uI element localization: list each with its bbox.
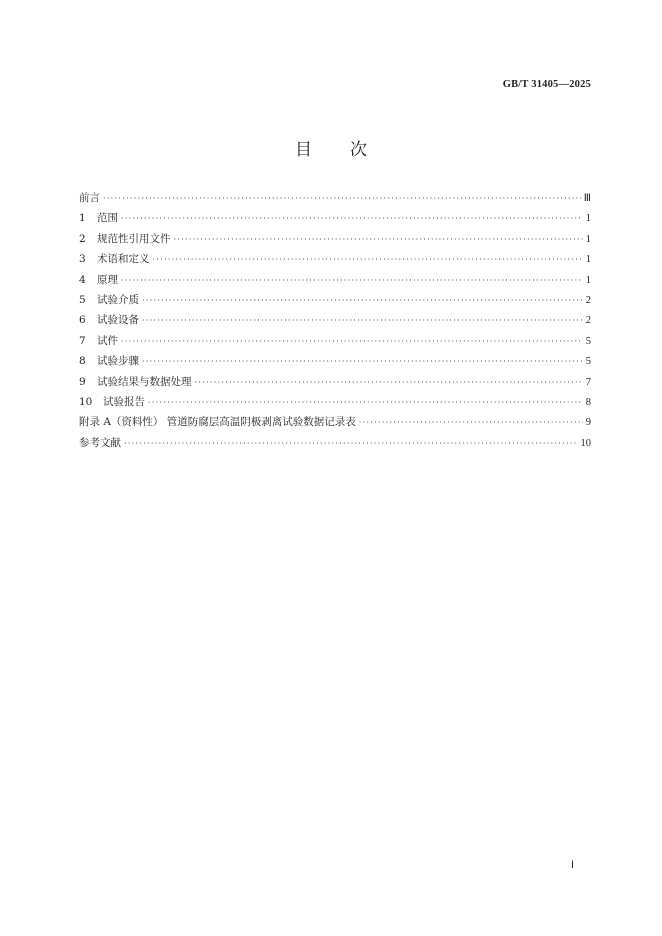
dot-leader	[124, 437, 578, 450]
toc-entry-label[interactable]: 原理	[97, 273, 118, 286]
toc-entry-label[interactable]: 规范性引用文件	[97, 232, 171, 245]
toc-entry-2[interactable]	[79, 233, 591, 253]
dot-leader	[148, 396, 583, 409]
toc-entry-number: 10	[79, 395, 93, 408]
dot-leader	[121, 274, 583, 287]
dot-leader	[121, 335, 583, 348]
toc-entry-number: 4	[79, 273, 86, 286]
toc-entry-number: 5	[79, 293, 86, 306]
toc-entry-page: 1	[585, 213, 591, 225]
toc-entry-page: 1	[585, 254, 591, 266]
toc-entry-page: 2	[585, 315, 591, 327]
toc-entry-label[interactable]: 试验报告	[103, 395, 145, 408]
toc-entry-9[interactable]	[79, 376, 591, 396]
toc-entry-label[interactable]: 试验结果与数据处理	[97, 375, 192, 388]
toc-entry-page: Ⅲ	[583, 193, 591, 204]
toc-title-char-2: 次	[350, 140, 367, 160]
toc-entry-label[interactable]: 参考文献	[79, 436, 121, 449]
toc-entry-number: 7	[79, 334, 86, 347]
dot-leader	[142, 355, 583, 368]
toc-entry-page: 5	[585, 335, 591, 347]
dot-leader	[142, 294, 583, 307]
toc-entry-page: 9	[585, 417, 591, 429]
dot-leader	[359, 416, 583, 429]
dot-leader	[103, 192, 581, 205]
toc-entry-page: 10	[580, 437, 591, 449]
toc-entry-number: 2	[79, 232, 86, 245]
toc-title	[0, 135, 662, 160]
dot-leader	[121, 212, 583, 225]
toc-entry-number: 8	[79, 355, 86, 368]
toc-entry-label[interactable]: 附录 A（资料性） 管道防腐层高温阴极剥离试验数据记录表	[79, 416, 356, 429]
toc-entry-label[interactable]: 术语和定义	[97, 253, 150, 266]
toc-entry-number: 3	[79, 253, 86, 266]
toc-entry-foreword[interactable]	[79, 192, 591, 212]
toc-entry-page: 8	[585, 396, 591, 408]
toc-entry-6[interactable]	[79, 314, 591, 334]
page-folio: Ⅰ	[571, 860, 574, 871]
toc-entry-4[interactable]	[79, 274, 591, 294]
toc-entry-label[interactable]: 试验介质	[97, 293, 139, 306]
toc-entry-label[interactable]: 试件	[97, 334, 118, 347]
toc-entry-label[interactable]: 试验设备	[97, 314, 139, 327]
dot-leader	[195, 376, 583, 389]
dot-leader	[174, 233, 583, 246]
toc-list	[79, 192, 591, 457]
toc-entry-page: 1	[585, 233, 591, 245]
dot-leader	[142, 314, 583, 327]
toc-entry-number: 1	[79, 212, 86, 225]
toc-entry-page: 2	[585, 294, 591, 306]
toc-entry-label[interactable]: 试验步骤	[97, 355, 139, 368]
toc-entry-bibliography[interactable]	[79, 437, 591, 457]
toc-entry-8[interactable]	[79, 355, 591, 375]
toc-entry-page: 1	[585, 274, 591, 286]
toc-entry-label[interactable]: 范围	[97, 212, 118, 225]
toc-entry-10[interactable]	[79, 396, 591, 416]
toc-entry-label[interactable]: 前言	[79, 192, 100, 204]
toc-entry-annex-a[interactable]	[79, 416, 591, 436]
toc-entry-number: 6	[79, 314, 86, 327]
toc-entry-7[interactable]	[79, 335, 591, 355]
toc-entry-5[interactable]	[79, 294, 591, 314]
toc-entry-page: 5	[585, 356, 591, 368]
dot-leader	[153, 253, 583, 266]
toc-entry-page: 7	[585, 376, 591, 388]
toc-entry-1[interactable]	[79, 212, 591, 232]
toc-title-char-1: 目	[295, 140, 312, 160]
toc-entry-3[interactable]	[79, 253, 591, 273]
standard-number: GB/T 31405—2025	[502, 79, 591, 90]
toc-entry-number: 9	[79, 375, 86, 388]
